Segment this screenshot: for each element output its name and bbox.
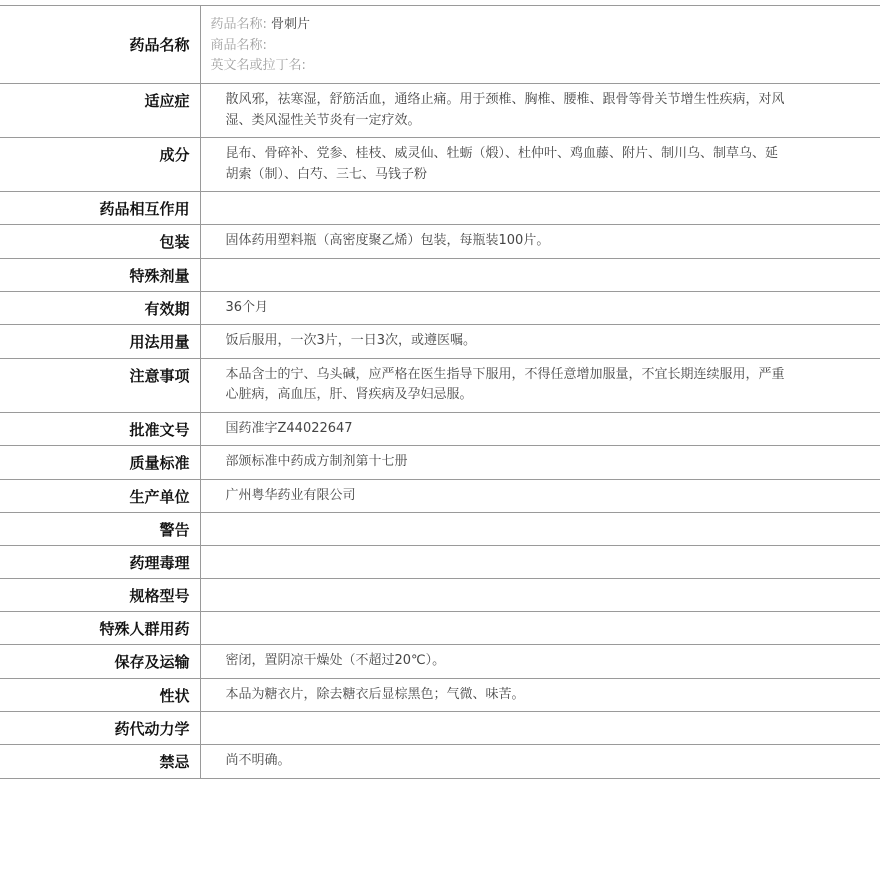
row-label: 质量标准 [0,446,200,480]
table-row [0,325,880,359]
table-row [0,446,880,480]
row-value-text: 36个月 [225,299,269,315]
latin-name-key: 英文名或拉丁名: [210,58,306,73]
row-value [200,546,880,579]
generic-name-key: 药品名称: [210,17,267,32]
row-value-text: 部颁标准中药成方制剂第十七册 [225,454,408,469]
trade-name-key: 商品名称: [210,37,267,53]
row-value [200,84,880,138]
row-value-text: 本品含士的宁、乌头碱，应严格在医生指导下服用，不得任意增加服量，不宜长期连续服用，严重心脏病，高血压，肝、肾疾病及孕妇忌服。 [225,366,785,402]
row-label: 注意事项 [0,358,200,412]
row-value [200,325,880,359]
table-row-drug-name [0,6,880,84]
table-row [0,645,880,679]
row-value [200,446,880,480]
table-row [0,513,880,546]
row-label: 保存及运输 [0,645,200,679]
table-row [0,712,880,745]
row-label: 特殊剂量 [0,258,200,291]
row-value-text: 尚不明确。 [225,753,291,768]
row-value-text: 广州粤华药业有限公司 [225,487,356,503]
table-row [0,358,880,412]
table-row [0,745,880,779]
row-label: 性状 [0,678,200,712]
table-row [0,579,880,612]
row-value-text: 本品为糖衣片，除去糖衣后显棕黑色；气微、味苦。 [225,686,525,702]
row-value [200,192,880,225]
table-row [0,84,880,138]
latin-name-line [211,56,871,77]
table-row [0,678,880,712]
row-value [200,712,880,745]
drug-info-table [0,5,880,779]
table-row [0,546,880,579]
row-value-text: 昆布、骨碎补、党参、桂枝、威灵仙、牡蛎（煅）、杜仲叶、鸡血藤、附片、制川乌、制草乌、延胡索（制）、白芍、三七、马钱子粉 [225,146,779,182]
row-label: 生产单位 [0,479,200,513]
table-row [0,225,880,259]
table-row [0,291,880,325]
table-row [0,479,880,513]
row-label: 药品相互作用 [0,192,200,225]
row-value [200,412,880,446]
table-row [0,192,880,225]
row-value [200,291,880,325]
row-value [200,645,880,679]
row-label: 包装 [0,225,200,259]
generic-name-line [211,15,871,36]
row-label: 规格型号 [0,579,200,612]
row-value [200,258,880,291]
table-row [0,138,880,192]
row-value [200,479,880,513]
row-value [200,612,880,645]
row-value [200,678,880,712]
row-label: 药品名称 [0,6,200,84]
row-value-text: 国药准字Z44022647 [225,420,353,436]
row-label: 用法用量 [0,325,200,359]
table-row [0,412,880,446]
row-value-text: 固体药用塑料瓶（高密度聚乙烯）包装，每瓶装100片。 [225,233,550,248]
trade-name-line [211,36,871,57]
row-value-text: 饭后服用，一次3片，一日3次，或遵医嘱。 [225,333,477,348]
row-value [200,513,880,546]
row-value [200,6,880,84]
row-value-text: 密闭，置阴凉干燥处（不超过20℃）。 [225,653,446,668]
row-label: 有效期 [0,291,200,325]
row-value [200,225,880,259]
table-row [0,258,880,291]
row-label: 成分 [0,138,200,192]
row-label: 禁忌 [0,745,200,779]
row-value [200,579,880,612]
row-label: 特殊人群用药 [0,612,200,645]
generic-name-value: 骨刺片 [271,17,311,32]
row-label: 适应症 [0,84,200,138]
row-label: 批准文号 [0,412,200,446]
row-label: 警告 [0,513,200,546]
row-label: 药代动力学 [0,712,200,745]
row-value [200,745,880,779]
row-label: 药理毒理 [0,546,200,579]
row-value-text: 散风邪，祛寒湿，舒筋活血，通络止痛。用于颈椎、胸椎、腰椎、跟骨等骨关节增生性疾病，对风湿、类风湿性关节炎有一定疗效。 [225,92,785,128]
table-row [0,612,880,645]
row-value [200,138,880,192]
row-value [200,358,880,412]
